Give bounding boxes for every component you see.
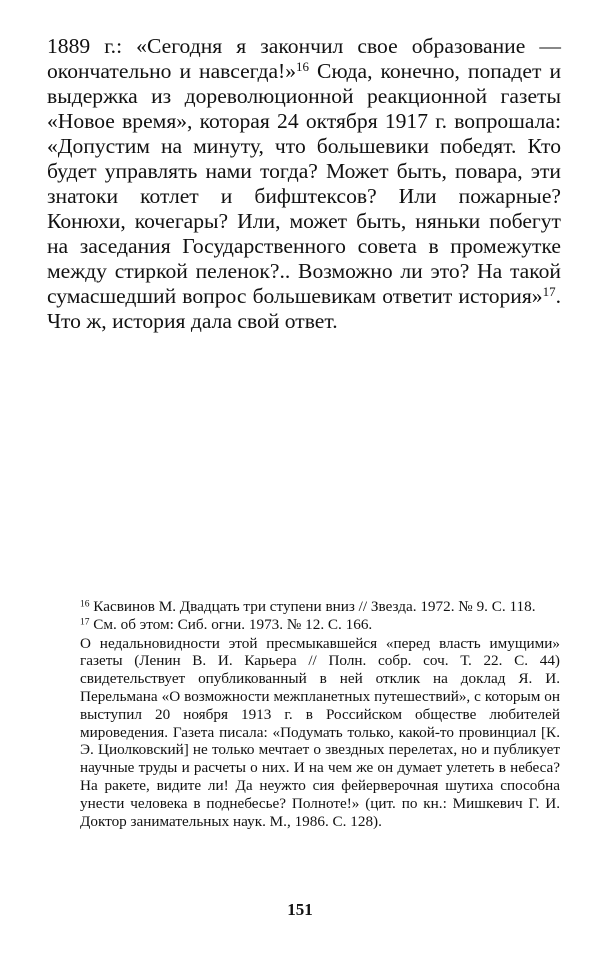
footnote-16-number: 16 xyxy=(80,599,90,610)
page-number: 151 xyxy=(287,900,313,919)
page-body xyxy=(47,34,561,334)
main-text-part-2: Сюда, конечно, попадет и выдержка из дореволюционной реакционной газеты «Новое время», которая 24 октября 1917 г. вопрошала: «Допустим на минуту, что большевики победят. Кто будет управлять нами тогда? Может быть, повара, эти знатоки котлет и бифштексов? Или пожарные? Конюхи, кочегары? Или, может быть, няньки побегут на заседания Государственного совета в промежутке между стиркой пеленок?.. Возможно ли это? На такой сумасшедший вопрос большевикам ответит история» xyxy=(47,59,562,308)
footnote-ref-17[interactable]: 17 xyxy=(542,283,556,299)
footnote-16 xyxy=(80,598,560,616)
footnotes-block xyxy=(80,598,560,830)
footnote-17-comment: О недальновидности этой пресмыкавшейся «перед власть имущими» газеты (Ленин В. И. Карьера // Полн. собр. соч. Т. 22. С. 44) свидетельствует опубликованный в ней отклик на доклад Я. И. Перельмана «О возможности межпланетных путешествий», с которым он выступил 20 ноября 1913 г. в Российском обществе любителей мироведения. Газета писала: «Подумать только, какой-то провинциал [К. Э. Циолковский] не только мечтает о звездных перелетах, но и публикует научные труды и расчеты о них. И на чем же он думает улететь в небеса? На ракете, видите ли! Да неужто сия фейерверочная шутиха способна унести человека в поднебесье? Полноте!» (цит. по кн.: Мишкевич Г. И. Доктор занимательных наук. М., 1986. С. 128). xyxy=(80,634,560,830)
footnote-17-number: 17 xyxy=(80,617,90,628)
footnote-17 xyxy=(80,616,560,634)
footnote-16-text: Касвинов М. Двадцать три ступени вниз // Звезда. 1972. № 9. С. 118. xyxy=(89,598,536,615)
footnote-ref-16[interactable]: 16 xyxy=(296,58,310,74)
footnote-17-text: См. об этом: Сиб. огни. 1973. № 12. С. 166. xyxy=(89,615,373,633)
main-paragraph xyxy=(47,34,561,334)
main-text-part-3: . Что ж, история дала свой ответ. xyxy=(47,284,561,333)
main-text-part-1: 1889 г.: «Сегодня я закончил свое образование — окончательно и навсегда!» xyxy=(47,34,561,83)
